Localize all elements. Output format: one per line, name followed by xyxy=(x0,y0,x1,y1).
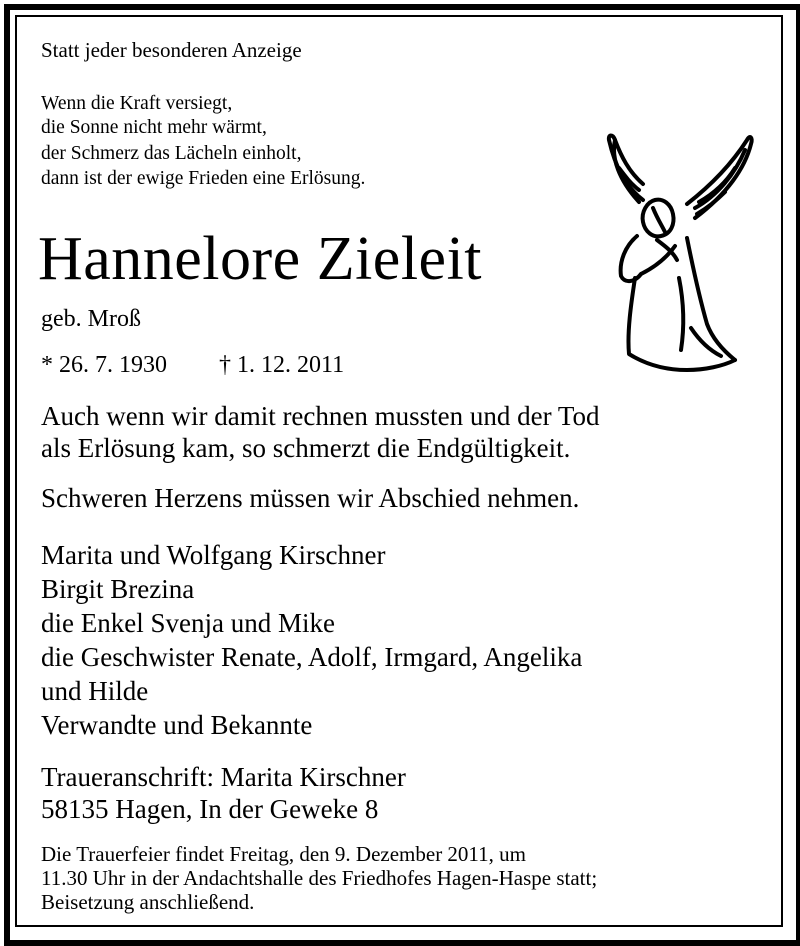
address-line: Traueranschrift: Marita Kirschner xyxy=(41,762,406,792)
ceremony-line: 11.30 Uhr in der Andachtshalle des Friedhofes Hagen-Haspe statt; xyxy=(41,866,598,890)
poem-line: die Sonne nicht mehr wärmt, xyxy=(41,117,267,138)
address-line: 58135 Hagen, In der Geweke 8 xyxy=(41,794,379,824)
mourner-line: die Enkel Svenja und Mike xyxy=(41,608,335,638)
birth-date: * 26. 7. 1930 xyxy=(41,352,167,378)
poem-line: der Schmerz das Lächeln einholt, xyxy=(41,143,302,164)
poem-line: dann ist der ewige Frieden eine Erlösung. xyxy=(41,168,366,189)
life-dates xyxy=(41,351,344,379)
message-line: als Erlösung kam, so schmerzt die Endgültigkeit. xyxy=(41,433,571,463)
mourner-line: die Geschwister Renate, Adolf, Irmgard, Angelika xyxy=(41,642,583,672)
mourner-line: Verwandte und Bekannte xyxy=(41,710,313,740)
maiden-name: geb. Mroß xyxy=(41,306,141,332)
ceremony-line: Die Trauerfeier findet Freitag, den 9. Dezember 2011, um xyxy=(41,842,526,866)
poem-line: Wenn die Kraft versiegt, xyxy=(41,93,233,114)
death-date: † 1. 12. 2011 xyxy=(219,352,345,378)
mourner-line: und Hilde xyxy=(41,676,149,706)
farewell-text: Schweren Herzens müssen wir Abschied nehmen. xyxy=(41,483,580,513)
mourner-line: Marita und Wolfgang Kirschner xyxy=(41,540,386,570)
ceremony-line: Beisetzung anschließend. xyxy=(41,890,255,914)
message-line: Auch wenn wir damit rechnen mussten und der Tod xyxy=(41,401,600,431)
deceased-name: Hannelore Zieleit xyxy=(38,225,483,293)
angel-icon xyxy=(595,128,755,383)
header-text: Statt jeder besonderen Anzeige xyxy=(41,38,302,62)
mourner-line: Birgit Brezina xyxy=(41,574,195,604)
